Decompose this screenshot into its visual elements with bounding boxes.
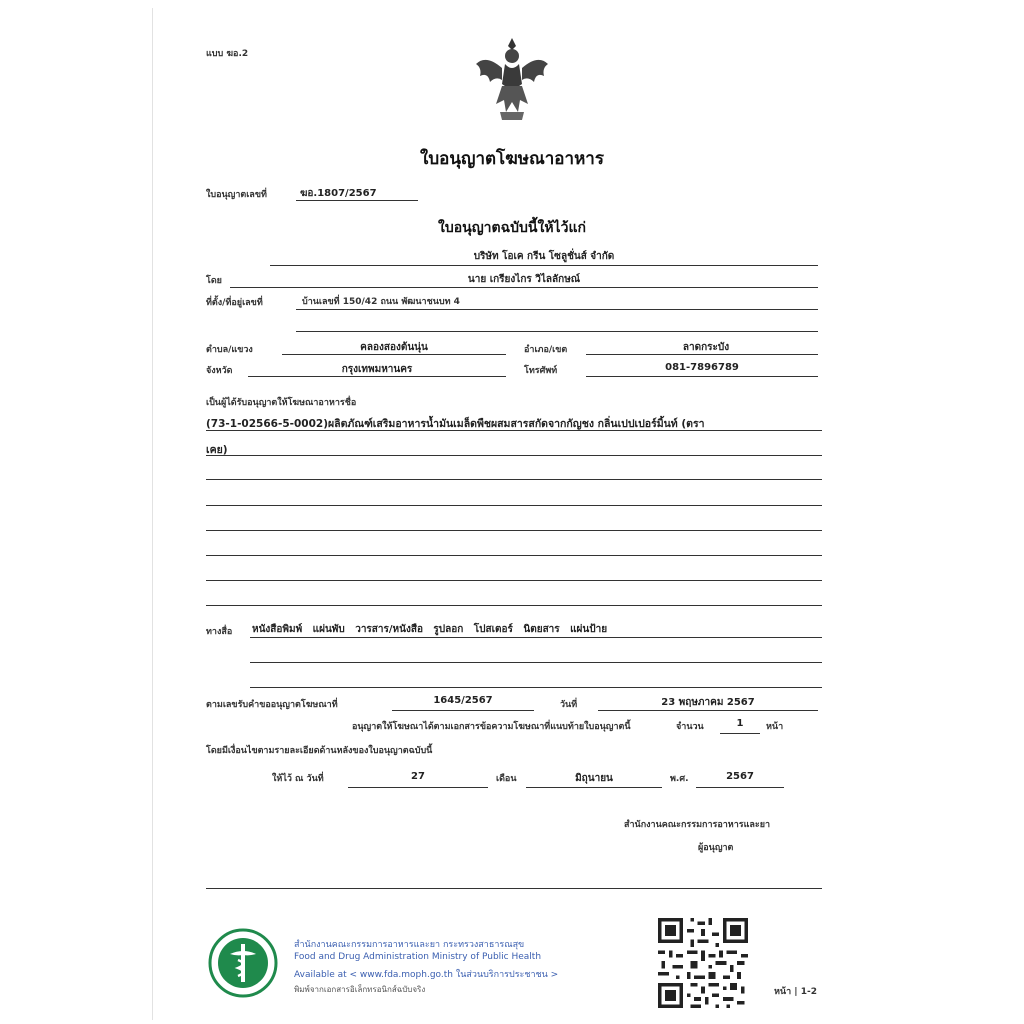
given-year: 2567 <box>726 771 754 782</box>
product-line-1: (73-1-02566-5-0002)ผลิตภัณฑ์เสริมอาหารน้ำมันเมล็ดพืชผสมสารสกัดจากกัญชง กลิ่นเปปเปอร์มิ้นท์ (ตรา <box>206 418 705 430</box>
given-day-label: ให้ไว้ ณ วันที่ <box>272 774 324 784</box>
given-month: มิถุนายน <box>575 773 613 784</box>
district-underline <box>586 354 818 355</box>
phone-value: 081-7896789 <box>665 362 739 373</box>
district-label: อำเภอ/เขต <box>524 345 568 355</box>
blank-line-3 <box>206 530 822 531</box>
phone-label: โทรศัพท์ <box>524 366 558 376</box>
given-month-underline <box>526 787 662 788</box>
pages-label: จำนวน <box>676 722 704 732</box>
by-label: โดย <box>206 276 222 286</box>
media-item: โปสเตอร์ <box>473 624 513 635</box>
license-no-underline <box>296 200 418 201</box>
pages-value: 1 <box>736 718 744 729</box>
request-no-label: ตามเลขรับคำขออนุญาตโฆษณาที่ <box>206 700 338 710</box>
form-code: แบบ ฆอ.2 <box>206 49 249 59</box>
media-item: แผ่นพับ <box>312 624 345 635</box>
product-line-2: เคย) <box>206 444 228 456</box>
media-item: หนังสือพิมพ์ <box>252 624 303 635</box>
company-underline <box>270 265 818 266</box>
blank-line-5 <box>206 580 822 581</box>
address-underline <box>296 309 818 310</box>
grantor-label: ผู้อนุญาต <box>698 843 734 853</box>
district-value: ลาดกระบัง <box>682 342 730 353</box>
request-date-label: วันที่ <box>560 700 578 710</box>
footer-url: Available at < www.fda.moph.go.th ในส่วนบริการประชาชน > <box>294 970 559 980</box>
blank-line-6 <box>206 605 822 606</box>
blank-line-2 <box>206 505 822 506</box>
province-label: จังหวัด <box>206 366 233 376</box>
footer-agency-th: สำนักงานคณะกรรมการอาหารและยา กระทรวงสาธารณสุข <box>294 940 525 950</box>
request-no: 1645/2567 <box>433 695 493 706</box>
subdistrict-label: ตำบล/แขวง <box>206 345 253 355</box>
given-day-underline <box>348 787 488 788</box>
footer-divider <box>206 888 822 889</box>
province-value: กรุงเทพมหานคร <box>341 364 413 375</box>
address-underline-2 <box>296 331 818 332</box>
company-name: บริษัท โอเค กรีน โซลูชั่นส์ จำกัด <box>473 251 615 262</box>
product-underline-2 <box>206 455 822 456</box>
media-list <box>252 622 607 637</box>
pages-underline <box>720 733 760 734</box>
license-no: ฆอ.1807/2567 <box>300 188 377 199</box>
footer-note: พิมพ์จากเอกสารอิเล็กทรอนิกส์ฉบับจริง <box>294 985 426 994</box>
footer-agency-en: Food and Drug Administration Ministry of Public Health <box>294 952 542 962</box>
request-date: 23 พฤษภาคม 2567 <box>661 697 755 708</box>
request-date-underline <box>598 710 818 711</box>
representative-name: นาย เกรียงไกร วิไลลักษณ์ <box>467 274 581 285</box>
address-label: ที่ตั้ง/ที่อยู่เลขที่ <box>206 298 263 308</box>
media-item: นิตยสาร <box>523 624 560 635</box>
media-underline-3 <box>250 687 822 688</box>
document-title: ใบอนุญาตโฆษณาอาหาร <box>420 149 604 169</box>
media-label: ทางสื่อ <box>206 627 233 637</box>
representative-underline <box>230 287 818 288</box>
media-item: รูปลอก <box>433 624 464 635</box>
media-underline-1 <box>250 637 822 638</box>
product-underline-1 <box>206 430 822 431</box>
phone-underline <box>586 376 818 377</box>
given-month-label: เดือน <box>496 774 517 784</box>
conditions-text: โดยมีเงื่อนไขตามรายละเอียดด้านหลังของใบอนุญาตฉบับนี้ <box>206 746 433 756</box>
media-underline-2 <box>250 662 822 663</box>
issued-to-heading: ใบอนุญาตฉบับนี้ให้ไว้แก่ <box>438 220 586 236</box>
subdistrict-underline <box>282 354 506 355</box>
given-year-label: พ.ศ. <box>670 774 689 784</box>
garuda-emblem-icon <box>472 34 552 122</box>
attachment-text: อนุญาตให้โฆษณาได้ตามเอกสารข้อความโฆษณาที่แนบท้ายใบอนุญาตนี้ <box>352 722 631 732</box>
province-underline <box>248 376 506 377</box>
address-value: บ้านเลขที่ 150/42 ถนน พัฒนาชนบท 4 <box>302 297 460 307</box>
product-label: เป็นผู้ได้รับอนุญาตให้โฆษณาอาหารชื่อ <box>206 398 357 408</box>
qr-code-icon <box>658 918 748 1008</box>
given-year-underline <box>696 787 784 788</box>
media-item: แผ่นป้าย <box>570 624 608 635</box>
request-no-underline <box>392 710 534 711</box>
moph-seal-icon <box>208 928 278 998</box>
blank-line-1 <box>206 479 822 480</box>
page-number: หน้า | 1-2 <box>774 987 817 997</box>
subdistrict-value: คลองสองต้นนุ่น <box>360 342 428 353</box>
pages-unit: หน้า <box>766 722 784 732</box>
issuing-authority: สำนักงานคณะกรรมการอาหารและยา <box>624 820 771 830</box>
license-no-label: ใบอนุญาตเลขที่ <box>206 190 267 200</box>
blank-line-4 <box>206 555 822 556</box>
media-item: วารสาร/หนังสือ <box>355 624 423 635</box>
given-day: 27 <box>411 771 425 782</box>
